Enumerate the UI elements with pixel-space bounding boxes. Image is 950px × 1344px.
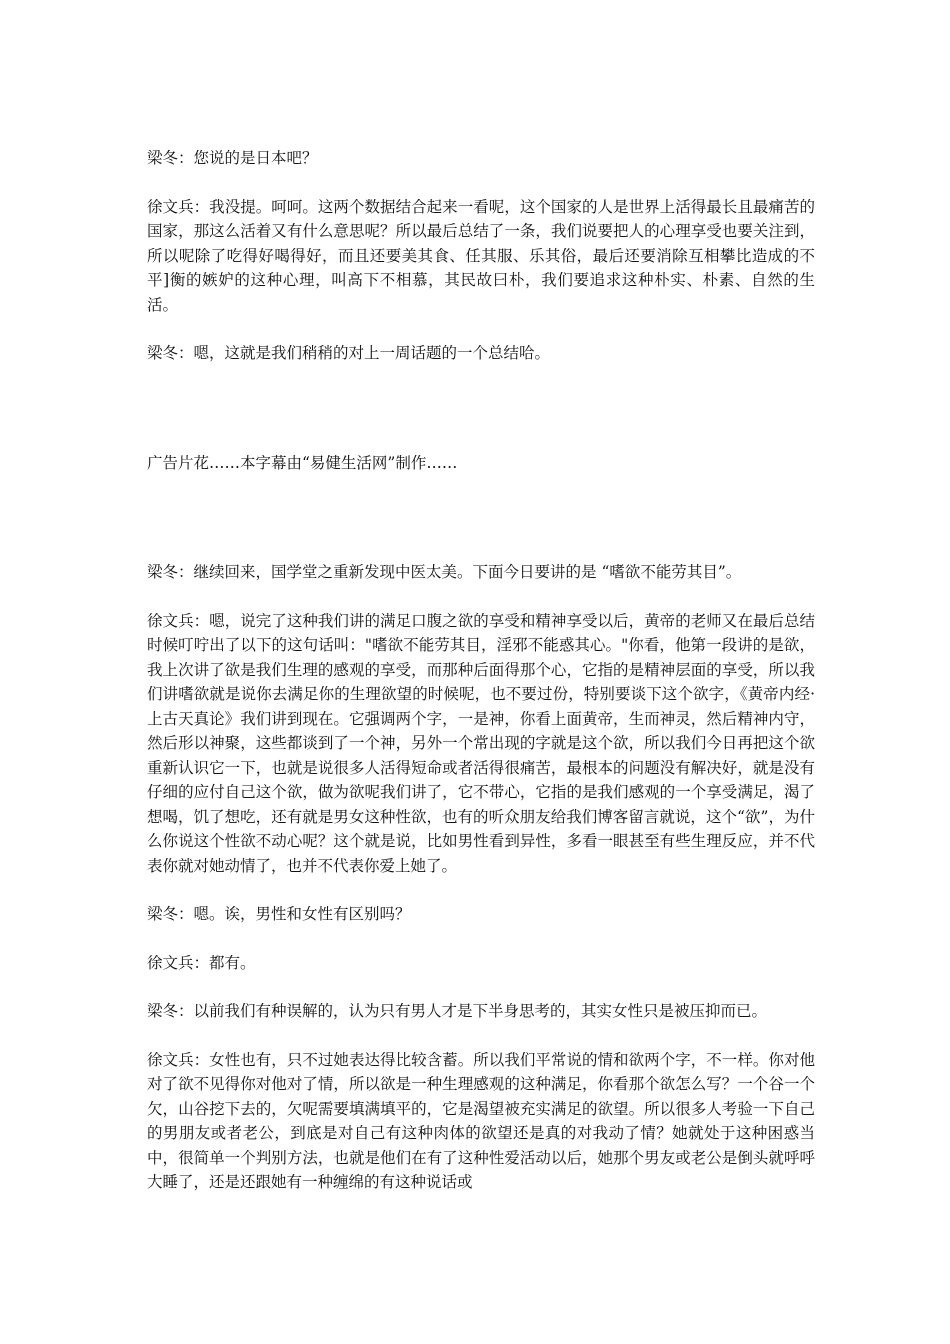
dialogue-paragraph: 梁冬：嗯。诶，男性和女性有区别吗？ bbox=[147, 905, 411, 923]
speaker-name: 梁冬 bbox=[147, 563, 179, 581]
dialogue-paragraph: 徐文兵：我没提。呵呵。这两个数据结合起来一看呢，这个国家的人是世界上活得最长且最痛苦的国家，那这么活着又有什么意思呢？所以最后总结了一条，我们说要把人的心理享受也要关注到，所以呢除了吃得好喝得好，而且还要美其食、任其服、乐其俗，最后还要消除互相攀比造成的不平]衡的嫉妒的这种心理，叫高下不相慕，其民故曰朴，我们要追求这种朴实、朴素、自然的生活。 bbox=[147, 197, 815, 314]
dialogue-paragraph: 梁冬：以前我们有种误解的，认为只有男人才是下半身思考的，其实女性只是被压抑而已。 bbox=[147, 1002, 768, 1020]
speaker-name: 徐文兵 bbox=[147, 1050, 194, 1069]
dialogue-paragraph: 徐文兵：都有。 bbox=[147, 953, 256, 972]
ad-break-note bbox=[147, 451, 815, 476]
dialogue-text: 以前我们有种误解的，认为只有男人才是下半身思考的，其实女性只是被压抑而已。 bbox=[193, 1002, 768, 1020]
dialogue-text: 您说的是日本吧？ bbox=[193, 149, 318, 167]
document-page bbox=[147, 146, 815, 1195]
speaker-name: 徐文兵 bbox=[147, 953, 194, 972]
speaker-name: 徐文兵 bbox=[147, 197, 194, 216]
ad-break-text: 广告片花……本字幕由“易健生活网”制作…… bbox=[147, 453, 458, 472]
dialogue-text: 嗯。诶，男性和女性有区别吗？ bbox=[193, 905, 411, 923]
speaker-name: 梁冬 bbox=[147, 344, 179, 362]
dialogue-text: 都有。 bbox=[209, 953, 256, 972]
dialogue-text: 我没提。呵呵。这两个数据结合起来一看呢，这个国家的人是世界上活得最长且最痛苦的国家，那这么活着又有什么意思呢？所以最后总结了一条，我们说要把人的心理享受也要关注到，所以呢除了吃得好喝得好，而且还要美其食、任其服、乐其俗，最后还要消除互相攀比造成的不平]衡的嫉妒的这种心理，叫高下不相慕，其民故曰朴，我们要追求这种朴实、朴素、自然的生活。 bbox=[147, 197, 815, 314]
dialogue-text: 继续回来，国学堂之重新发现中医太美。下面今日要讲的是 “嗜欲不能劳其目”。 bbox=[193, 563, 742, 581]
dialogue-paragraph: 梁冬：您说的是日本吧？ bbox=[147, 149, 318, 167]
speaker-name: 徐文兵 bbox=[147, 611, 194, 630]
dialogue-paragraph: 梁冬：继续回来，国学堂之重新发现中医太美。下面今日要讲的是 “嗜欲不能劳其目”。 bbox=[147, 563, 742, 581]
dialogue-text: 嗯，这就是我们稍稍的对上一周话题的一个总结哈。 bbox=[193, 344, 551, 362]
speaker-name: 梁冬 bbox=[147, 905, 179, 923]
dialogue-text: 女性也有，只不过她表达得比较含蓄。所以我们平常说的情和欲两个字，不一样。你对他对了欲不见得你对他对了情，所以欲是一种生理感观的这种满足，你看那个欲怎么写？一个谷一个欠，山谷挖下去的，欠呢需要填满填平的，它是渴望被充实满足的欲望。所以很多人考验一下自己的男朋友或者老公，到底是对自己有这种肉体的欲望还是真的对我动了情？她就处于这种困惑当中，很简单一个判别方法，也就是他们在有了这种性爱活动以后，她那个男友或老公是倒头就呼呼大睡了，还是还跟她有一种缠绵的有这种说话或 bbox=[147, 1050, 815, 1191]
dialogue-paragraph: 徐文兵：嗯，说完了这种我们讲的满足口腹之欲的享受和精神享受以后，黄帝的老师又在最后总结时候叮咛出了以下的这句话叫："嗜欲不能劳其目，淫邪不能惑其心。"你看，他第一段讲的是欲，我上次讲了欲是我们生理的感观的享受，而那种后面得那个心，它指的是精神层面的享受，所以我们讲嗜欲就是说你去满足你的生理欲望的时候呢，也不要过份，特别要谈下这个欲字，《黄帝内经·上古天真论》我们讲到现在。它强调两个字，一是神，你看上面黄帝，生而神灵，然后精神内守，然后形以神聚，这些都谈到了一个神，另外一个常出现的字就是这个欲，所以我们今日再把这个欲重新认识它一下，也就是说很多人活得短命或者活得很痛苦，最根本的问题没有解决好，就是没有仔细的应付自己这个欲，做为欲呢我们讲了，它不带心，它指的是我们感观的一个享受满足，渴了想喝，饥了想吃，还有就是男女这种性欲，也有的听众朋友给我们博客留言就说，这个“欲”，为什么你说这个性欲不动心呢？这个就是说，比如男性看到异性，多看一眼甚至有些生理反应，并不代表你就对她动情了，也并不代表你爱上她了。 bbox=[147, 611, 815, 875]
dialogue-paragraph: 梁冬：嗯，这就是我们稍稍的对上一周话题的一个总结哈。 bbox=[147, 344, 551, 362]
speaker-name: 梁冬 bbox=[147, 1002, 179, 1020]
dialogue-paragraph: 徐文兵：女性也有，只不过她表达得比较含蓄。所以我们平常说的情和欲两个字，不一样。你对他对了欲不见得你对他对了情，所以欲是一种生理感观的这种满足，你看那个欲怎么写？一个谷一个欠，山谷挖下去的，欠呢需要填满填平的，它是渴望被充实满足的欲望。所以很多人考验一下自己的男朋友或者老公，到底是对自己有这种肉体的欲望还是真的对我动了情？她就处于这种困惑当中，很简单一个判别方法，也就是他们在有了这种性爱活动以后，她那个男友或老公是倒头就呼呼大睡了，还是还跟她有一种缠绵的有这种说话或 bbox=[147, 1050, 815, 1191]
dialogue-text: 嗯，说完了这种我们讲的满足口腹之欲的享受和精神享受以后，黄帝的老师又在最后总结时候叮咛出了以下的这句话叫："嗜欲不能劳其目，淫邪不能惑其心。"你看，他第一段讲的是欲，我上次讲了欲是我们生理的感观的享受，而那种后面得那个心，它指的是精神层面的享受，所以我们讲嗜欲就是说你去满足你的生理欲望的时候呢，也不要过份，特别要谈下这个欲字，《黄帝内经·上古天真论》我们讲到现在。它强调两个字，一是神，你看上面黄帝，生而神灵，然后精神内守，然后形以神聚，这些都谈到了一个神，另外一个常出现的字就是这个欲，所以我们今日再把这个欲重新认识它一下，也就是说很多人活得短命或者活得很痛苦，最根本的问题没有解决好，就是没有仔细的应付自己这个欲，做为欲呢我们讲了，它不带心，它指的是我们感观的一个享受满足，渴了想喝，饥了想吃，还有就是男女这种性欲，也有的听众朋友给我们博客留言就说，这个“欲”，为什么你说这个性欲不动心呢？这个就是说，比如男性看到异性，多看一眼甚至有些生理反应，并不代表你就对她动情了，也并不代表你爱上她了。 bbox=[147, 611, 815, 875]
speaker-name: 梁冬 bbox=[147, 149, 179, 167]
